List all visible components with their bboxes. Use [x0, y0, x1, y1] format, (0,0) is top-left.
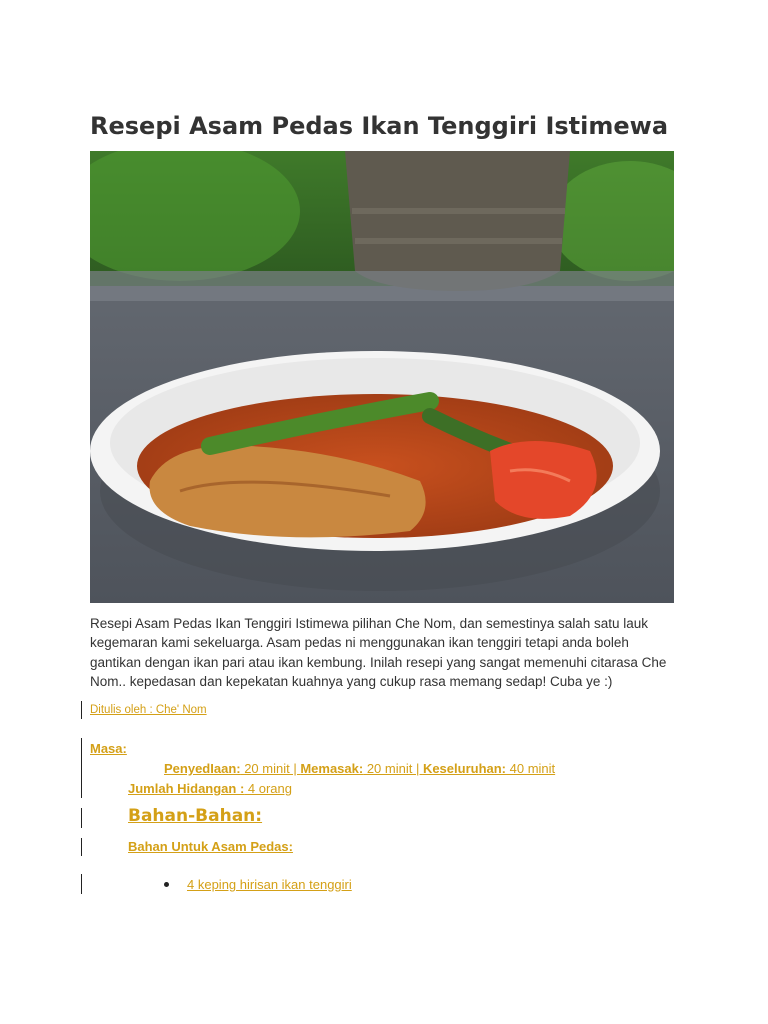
intro-paragraph: Resepi Asam Pedas Ikan Tenggiri Istimewa pilihan Che Nom, dan semestinya salah satu lauk kegemaran kami sekeluarga. Asam pedas ni menggunakan ikan tenggiri tetapi anda boleh gantikan dengan ikan pari atau ikan kembung. Inilah resepi yang sangat memenuhi citarasa Che Nom.. kepedasan dan kepekatan kuahnya yang cukup rasa memang sedap! Cuba ye :)	[90, 616, 667, 690]
ingredients-subheading: Bahan Untuk Asam Pedas:	[128, 839, 293, 854]
cook-value: 20 minit |	[363, 761, 423, 776]
food-photo	[90, 151, 674, 603]
quote-bar	[81, 838, 82, 856]
servings-label: Jumlah Hidangan :	[128, 781, 245, 796]
servings	[128, 781, 292, 796]
ingredient-item	[164, 877, 352, 892]
quote-bar	[81, 738, 82, 798]
masa-label: Masa:	[90, 741, 127, 756]
servings-value: 4 orang	[244, 781, 292, 796]
quote-bar	[81, 874, 82, 894]
cook-label: Memasak:	[300, 761, 364, 776]
ingredients-list	[164, 877, 352, 892]
total-label: Keseluruhan:	[422, 761, 507, 776]
page-title: Resepi Asam Pedas Ikan Tenggiri Istimewa	[90, 112, 669, 140]
prep-value: 20 minit |	[240, 761, 301, 776]
quote-bar	[81, 701, 82, 719]
total-value: 40 minit	[506, 761, 556, 776]
bullet-icon	[164, 882, 169, 887]
quote-bar	[81, 808, 82, 828]
ingredients-heading: Bahan-Bahan:	[128, 806, 263, 826]
ingredient-link[interactable]: 4 keping hirisan ikan tenggiri	[187, 877, 352, 892]
author-link[interactable]: Ditulis oleh : Che' Nom	[90, 704, 207, 716]
prep-label: PenyedIaan:	[164, 761, 241, 776]
recipe-times	[164, 761, 555, 776]
